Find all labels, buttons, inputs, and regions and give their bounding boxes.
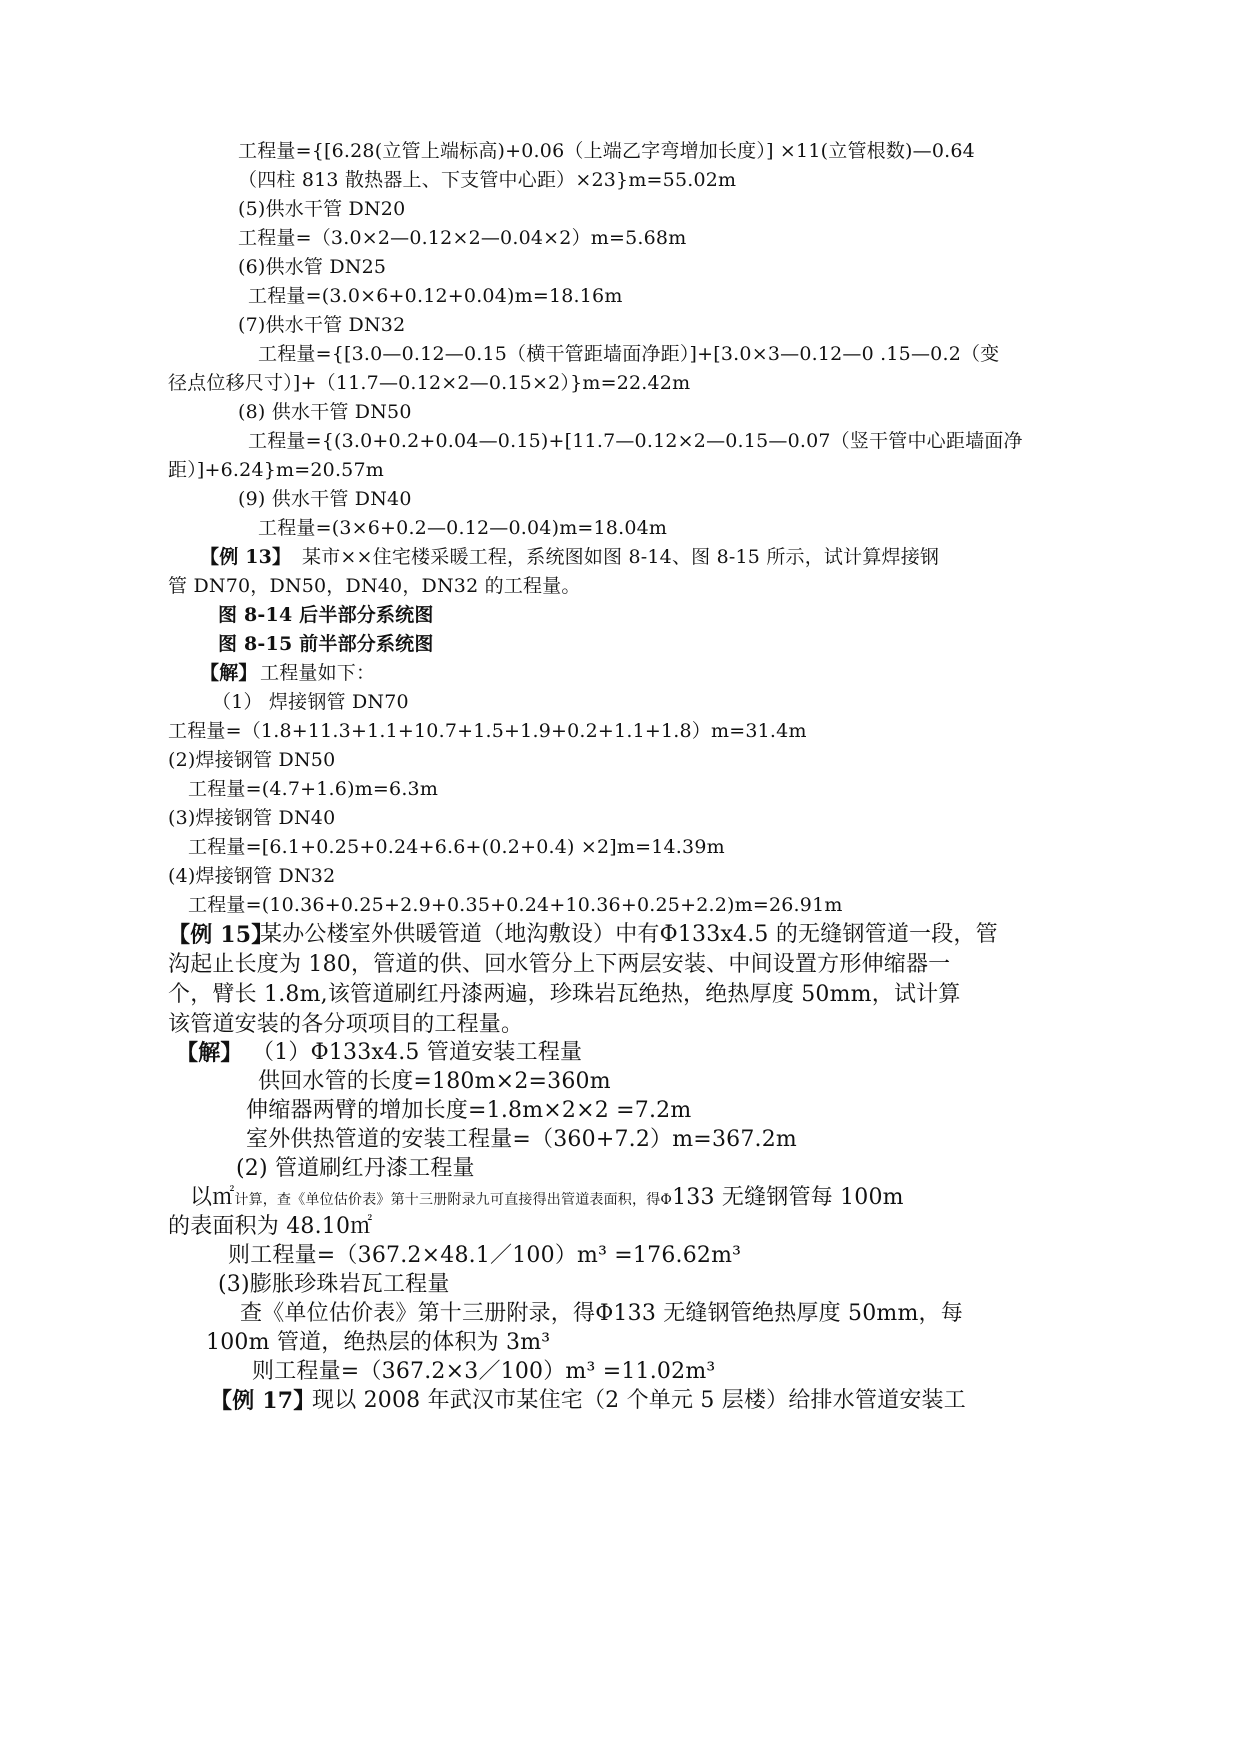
text-line: 伸缩器两臂的增加长度=1.8m×2×2 =7.2m — [246, 1098, 692, 1123]
text-line: 工程量=（3.0×2—0.12×2—0.04×2）m=5.68m — [238, 227, 687, 249]
text-line: 则工程量=（367.2×3／100）m³ =11.02m³ — [252, 1359, 716, 1384]
text-line: (4)焊接钢管 DN32 — [168, 865, 336, 887]
text-line — [190, 1183, 904, 1215]
text-line: （1）Φ133x4.5 管道安装工程量 — [252, 1040, 583, 1065]
text-line: (5)供水干管 DN20 — [238, 198, 406, 220]
text-line: (3)焊接钢管 DN40 — [168, 807, 336, 829]
text-span: 以㎡ — [190, 1185, 235, 1210]
text-line: 该管道安装的各分项项目的工程量。 — [168, 1012, 524, 1037]
text-line: 供回水管的长度=180m×2=360m — [258, 1069, 611, 1094]
text-line: 工程量={[3.0—0.12—0.15（横干管距墙面净距）]+[3.0×3—0.12—0 .15—0.2（变 — [258, 343, 1000, 365]
solution-heading: 【解】 — [176, 1040, 243, 1066]
text-line: 工程量如下： — [260, 662, 376, 684]
text-line: 沟起止长度为 180，管道的供、回水管分上下两层安装、中间设置方形伸缩器一 — [168, 952, 951, 977]
solution-heading: 【解】 — [200, 662, 258, 684]
text-line: (8) 供水干管 DN50 — [238, 401, 412, 423]
text-line: 个，臂长 1.8m,该管道刷红丹漆两遍，珍珠岩瓦绝热，绝热厚度 50mm，试计算 — [168, 982, 961, 1007]
text-line: 查《单位估价表》第十三册附录，得Φ133 无缝钢管绝热厚度 50mm，每 — [240, 1301, 963, 1326]
text-line: 100m 管道，绝热层的体积为 3m³ — [206, 1330, 551, 1355]
text-line: 工程量={(3.0+0.2+0.04—0.15)+[11.7—0.12×2—0.15—0.07（竖干管中心距墙面净 — [248, 430, 1023, 452]
text-line: 工程量=(3×6+0.2—0.12—0.04)m=18.04m — [258, 517, 668, 539]
text-line: 径点位移尺寸）]+（11.7—0.12×2—0.15×2）}m=22.42m — [168, 372, 691, 394]
text-line: 工程量=(3.0×6+0.12+0.04)m=18.16m — [248, 285, 623, 307]
text-line: 距）]+6.24}m=20.57m — [168, 459, 384, 481]
text-line: （四柱 813 散热器上、下支管中心距）×23}m=55.02m — [238, 169, 737, 191]
text-line: (2) 管道刷红丹漆工程量 — [236, 1156, 475, 1181]
text-line: 工程量=(10.36+0.25+2.9+0.35+0.24+10.36+0.25+2.2)m=26.91m — [188, 894, 843, 916]
text-line: 某市××住宅楼采暖工程，系统图如图 8-14、图 8-15 所示，试计算焊接钢 — [302, 546, 940, 568]
text-line: 工程量=[6.1+0.25+0.24+6.6+(0.2+0.4) ×2]m=14.39m — [188, 836, 725, 858]
text-line: 现以 2008 年武汉市某住宅（2 个单元 5 层楼）给排水管道安装工 — [312, 1388, 966, 1413]
text-line: 工程量=(4.7+1.6)m=6.3m — [188, 778, 439, 800]
text-line: (9) 供水干管 DN40 — [238, 488, 412, 510]
example-heading: 【例 15】 — [168, 922, 274, 948]
text-line: 则工程量=（367.2×48.1／100）m³ =176.62m³ — [228, 1243, 742, 1268]
figure-caption: 图 8-14 后半部分系统图 — [218, 604, 434, 626]
text-line: (3)膨胀珍珠岩瓦工程量 — [218, 1272, 450, 1297]
text-line: 某办公楼室外供暖管道（地沟敷设）中有Φ133x4.5 的无缝钢管道一段，管 — [260, 922, 998, 947]
text-line: 室外供热管道的安装工程量=（360+7.2）m=367.2m — [246, 1127, 797, 1152]
figure-caption: 图 8-15 前半部分系统图 — [218, 633, 434, 655]
text-line: 管 DN70，DN50，DN40，DN32 的工程量。 — [168, 575, 581, 597]
example-heading: 【例 13】 — [200, 546, 292, 568]
example-heading: 【例 17】 — [210, 1388, 316, 1414]
text-span: 133 无缝钢管每 100m — [672, 1185, 904, 1210]
text-line: (2)焊接钢管 DN50 — [168, 749, 336, 771]
text-line: 工程量=（1.8+11.3+1.1+10.7+1.5+1.9+0.2+1.1+1.8）m=31.4m — [168, 720, 807, 742]
text-line: 工程量={[6.28(立管上端标高)+0.06（上端乙字弯增加长度）] ×11(立管根数)—0.64 — [238, 140, 975, 162]
text-span-small: 计算，查《单位估价表》第十三册附录九可直接得出管道表面积，得Φ — [234, 1192, 673, 1208]
text-line: (6)供水管 DN25 — [238, 256, 387, 278]
text-line: (7)供水干管 DN32 — [238, 314, 406, 336]
text-line: （1） 焊接钢管 DN70 — [212, 691, 409, 713]
text-line: 的表面积为 48.10㎡ — [168, 1214, 373, 1239]
